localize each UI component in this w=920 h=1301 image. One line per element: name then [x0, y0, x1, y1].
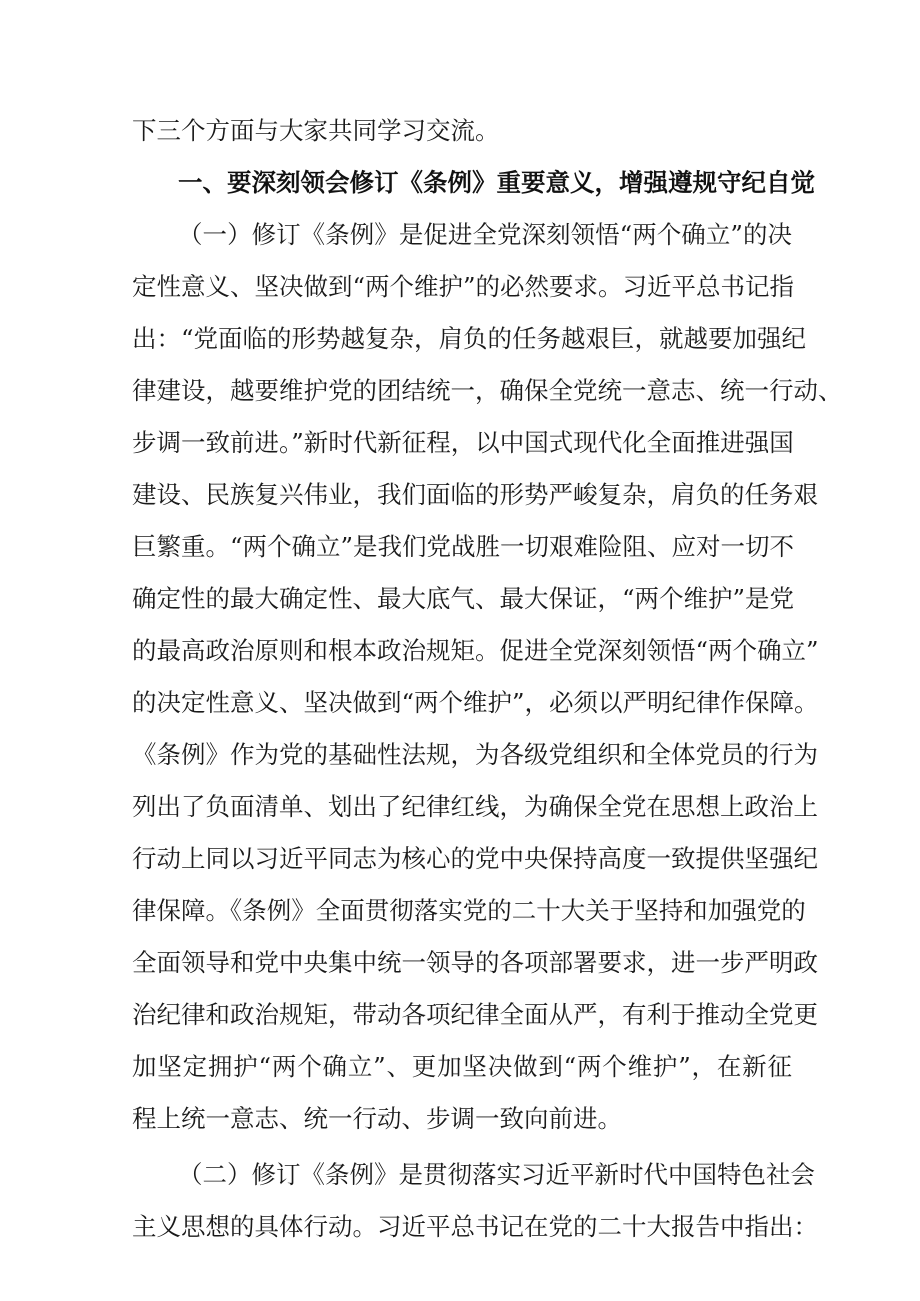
paragraph-line: 行动上同以习近平同志为核心的党中央保持高度一致提供坚强纪 [132, 844, 818, 873]
paragraph-line: 程上统一意志、统一行动、步调一致向前进。 [132, 1104, 622, 1133]
paragraph-line: 出：“党面临的形势越复杂，肩负的任务越艰巨，就越要加强纪 [132, 324, 807, 353]
paragraph-line: 律建设，越要维护党的团结统一，确保全党统一意志、统一行动、 [132, 376, 843, 405]
section-heading: 一、要深刻领会修订《条例》重要意义，增强遵规守纪自觉 [178, 168, 815, 197]
paragraph-line: 全面领导和党中央集中统一领导的各项部署要求，进一步严明政 [132, 948, 818, 977]
paragraph-line: 治纪律和政治规矩，带动各项纪律全面从严，有利于推动全党更 [132, 1000, 818, 1029]
paragraph-line: 的决定性意义、坚决做到“两个维护”，必须以严明纪律作保障。 [132, 688, 819, 717]
paragraph-line: 步调一致前进。”新时代新征程，以中国式现代化全面推进强国 [132, 428, 794, 457]
paragraph-line: 下三个方面与大家共同学习交流。 [132, 116, 500, 145]
paragraph-line: 加坚定拥护“两个确立”、更加坚决做到“两个维护”，在新征 [132, 1052, 792, 1081]
paragraph-line: 确定性的最大确定性、最大底气、最大保证，“两个维护”是党 [132, 584, 795, 613]
subsection-first-line: （二）修订《条例》是贯彻落实习近平新时代中国特色社会 [178, 1160, 815, 1189]
paragraph-line: 律保障。《条例》全面贯彻落实党的二十大关于坚持和加强党的 [132, 896, 806, 925]
paragraph-line: 巨繁重。“两个确立”是我们党战胜一切艰难险阻、应对一切不 [132, 532, 795, 561]
paragraph-line: 《条例》作为党的基础性法规，为各级党组织和全体党员的行为 [132, 740, 818, 769]
paragraph-line: 主义思想的具体行动。习近平总书记在党的二十大报告中指出： [132, 1212, 818, 1241]
paragraph-line: 的最高政治原则和根本政治规矩。促进全党深刻领悟“两个确立” [132, 636, 819, 665]
paragraph-line: 定性意义、坚决做到“两个维护”的必然要求。习近平总书记指 [132, 272, 795, 301]
paragraph-line: 建设、民族复兴伟业，我们面临的形势严峻复杂，肩负的任务艰 [132, 480, 818, 509]
paragraph-line: 列出了负面清单、划出了纪律红线，为确保全党在思想上政治上 [132, 792, 818, 821]
subsection-first-line: （一）修订《条例》是促进全党深刻领悟“两个确立”的决 [178, 220, 792, 249]
